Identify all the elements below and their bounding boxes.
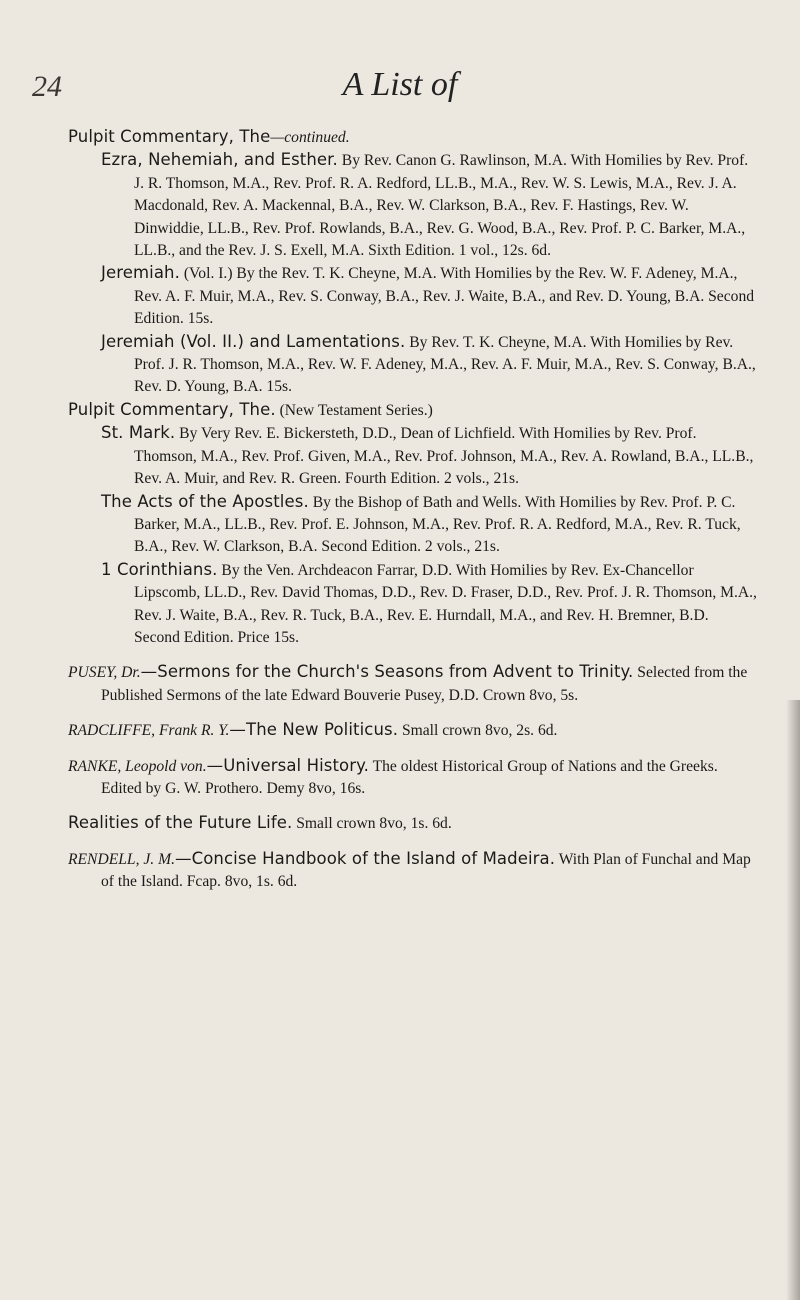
list-item — [68, 491, 758, 559]
entry-title: —Universal History. — [206, 755, 369, 775]
list-item — [68, 422, 758, 490]
list-item — [68, 149, 758, 262]
series-heading — [68, 399, 758, 422]
entry-description: By Very Rev. E. Bickersteth, D.D., Dean of Lichfield. With Homilies by Rev. Prof. Thomson, M.A., Rev. Prof. Given, M.A., Rev. Prof. Johnson, M.A., Rev. A. Rowland, B.A., LL.B., Rev. A. Muir, and Rev. R. Green. Fourth Edition. 2 vols., 21s. — [134, 425, 754, 488]
series-heading — [68, 126, 758, 149]
series-title: Pulpit Commentary, The — [68, 127, 271, 146]
list-item — [68, 755, 758, 801]
entry-author: PUSEY, Dr. — [68, 664, 141, 682]
list-item — [68, 262, 758, 330]
entry-title: Ezra, Nehemiah, and Esther. — [101, 150, 338, 170]
entry-title: Jeremiah (Vol. II.) and Lamentations. — [101, 331, 406, 351]
series-title: Pulpit Commentary, The. — [68, 399, 276, 419]
entry-description: Selected from the Published Sermons of the late Edward Bouverie Pusey, D.D. Crown 8vo, 5s. — [101, 664, 748, 704]
entry-description: By Rev. T. K. Cheyne, M.A. With Homilies by Rev. Prof. J. R. Thomson, M.A., Rev. W. F. Adeney, M.A., Rev. A. F. Muir, M.A., Rev. S. Conway, B.A., Rev. D. Young, B.A. 15s. — [134, 333, 756, 396]
entry-author: RADCLIFFE, Frank R. Y. — [68, 722, 230, 740]
list-item — [68, 812, 758, 835]
list-item — [68, 661, 758, 707]
list-item — [68, 559, 758, 650]
entry-title: Realities of the Future Life. — [68, 813, 293, 833]
entry-author: RENDELL, J. M. — [68, 850, 175, 868]
page-edge-shadow — [786, 700, 800, 1300]
entry-description: Small crown 8vo, 2s. 6d. — [398, 722, 558, 740]
series-subtitle: (New Testament Series.) — [275, 401, 433, 419]
entry-title: St. Mark. — [101, 423, 176, 443]
entry-description: (Vol. I.) By the Rev. T. K. Cheyne, M.A. With Homilies by the Rev. W. F. Adeney, M.A., Rev. A. F. Muir, M.A., Rev. S. Conway, B.A., Rev. J. Waite, B.A., and Rev. D. Young, B.A. Second Edition. 15s. — [134, 265, 755, 328]
list-item — [68, 331, 758, 399]
entry-title: —Concise Handbook of the Island of Madeira. — [175, 848, 556, 868]
entry-description: The oldest Historical Group of Nations and the Greeks. Edited by G. W. Prothero. Demy 8vo, 16s. — [101, 757, 718, 797]
entry-description: By Rev. Canon G. Rawlinson, M.A. With Homilies by Rev. Prof. J. R. Thomson, M.A., Rev. Prof. R. A. Redford, LL.B., M.A., Rev. W. S. Lewis, M.A., Rev. J. A. Macdonald, Rev. A. Mackennal, B.A., Rev. W. Clarkson, B.A., Rev. F. Hastings, Rev. W. Dinwiddie, LL.B., Rev. Prof. Rowlands, B.A., Rev. G. Wood, B.A., Rev. Prof. P. C. Barker, M.A., LL.B., and the Rev. J. S. Exell, M.A. Sixth Edition. 1 vol., 12s. 6d. — [134, 152, 749, 260]
list-item — [68, 848, 758, 894]
entry-title: —The New Politicus. — [229, 720, 399, 740]
entry-description: With Plan of Funchal and Map of the Island. Fcap. 8vo, 1s. 6d. — [101, 850, 751, 891]
catalogue-listing — [68, 126, 758, 894]
running-head: A List of — [342, 66, 458, 103]
entry-title: The Acts of the Apostles. — [101, 491, 309, 511]
entry-title: Jeremiah. — [101, 263, 180, 283]
entry-title: —Sermons for the Church's Seasons from Advent to Trinity. — [140, 662, 634, 682]
entry-author: RANKE, Leopold von. — [68, 757, 207, 775]
series-continued: —continued. — [270, 129, 350, 146]
entry-description: By the Ven. Archdeacon Farrar, D.D. With Homilies by Rev. Ex-Chancellor Lipscomb, LL.D., Rev. David Thomas, D.D., Rev. D. Fraser, D.D., Rev. Prof. J. R. Thomson, M.A., Rev. J. Waite, B.A., Rev. R. Tuck, B.A., Rev. E. Hurndall, M.A., and Rev. H. Bremner, B.D. Second Edition. Price 15s. — [134, 561, 757, 646]
entry-description: Small crown 8vo, 1s. 6d. — [292, 815, 452, 833]
list-item — [68, 719, 758, 742]
entry-description: By the Bishop of Bath and Wells. With Homilies by Rev. Prof. P. C. Barker, M.A., LL.B., Rev. Prof. E. Johnson, M.A., Rev. Prof. R. A. Redford, M.A., Rev. R. Tuck, B.A., Rev. W. Clarkson, B.A. Second Edition. 2 vols., 21s. — [134, 493, 741, 556]
page-number: 24 — [32, 70, 62, 103]
entry-title: 1 Corinthians. — [101, 559, 218, 579]
